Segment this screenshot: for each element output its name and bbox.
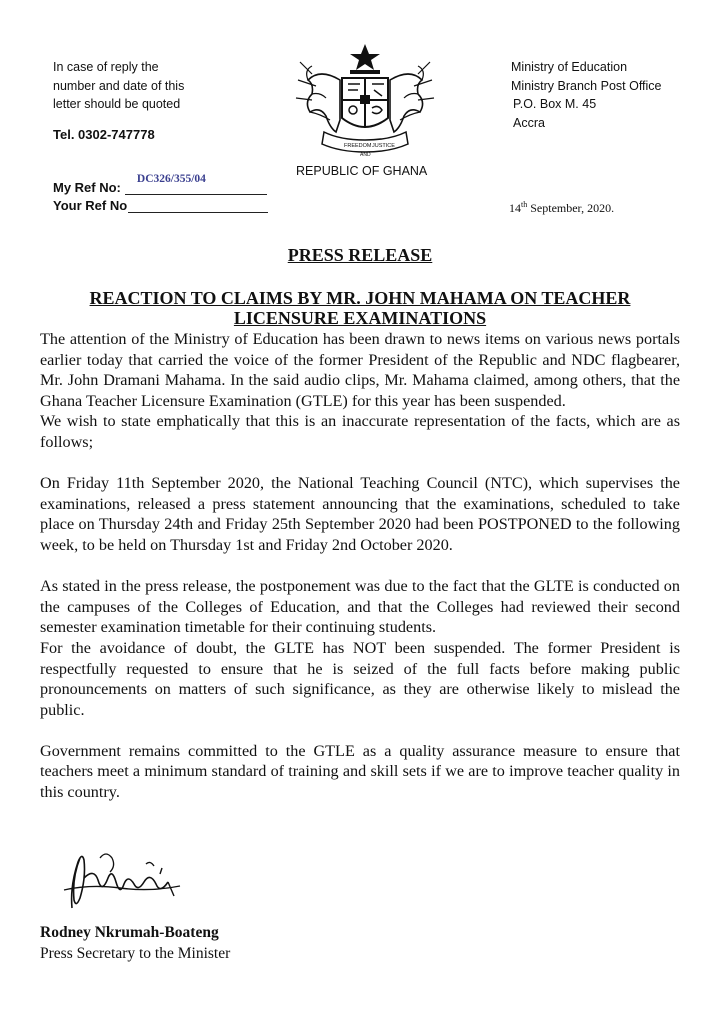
address-line: Accra [513,115,545,130]
paragraph: For the avoidance of doubt, the GLTE has NOT been suspended. The former President is respectfully requested to ensure that he is seized of the full facts before making public pronouncements on matters of such significance, as they are otherwise likely to mislead the public. [40,638,680,719]
paragraph: We wish to state emphatically that this is an inaccurate representation of the facts, which are as follows; [40,412,680,451]
my-ref-line [125,173,267,195]
signature-icon [50,838,190,918]
reply-instructions-line: number and date of this [53,78,185,93]
coat-of-arms-icon [290,40,440,160]
release-body [40,329,680,803]
paragraph: Government remains committed to the GTLE as a quality assurance measure to ensure that teachers meet a minimum standard of training and skill sets if we are to improve teacher quality in this country. [40,741,680,802]
your-ref-label: Your Ref No [53,198,128,213]
my-ref-row [53,173,267,195]
my-ref-label: My Ref No: [53,180,121,195]
my-ref-value: DC326/355/04 [136,173,206,185]
your-ref-line [128,198,268,213]
signatory-title: Press Secretary to the Minister [40,945,231,962]
paragraph: As stated in the press release, the postponement was due to the fact that the GLTE is conducted on the campuses of the Colleges of Education, and that the Colleges had reviewed their second semester examination timetable for their continuing students. [40,577,680,637]
paragraph: On Friday 11th September 2020, the National Teaching Council (NTC), which supervises the examinations, released a press statement announcing that the examinations, scheduled to take place on Thursday 24th and Friday 25th September 2020 had been POSTPONED to the following week, to be held on Thursday 1st and Friday 2nd October 2020. [40,474,680,554]
letter-date: 14th September, 2020. [509,200,615,215]
headline-line: REACTION TO CLAIMS BY MR. JOHN MAHAMA ON TEACHER [89,288,631,308]
crest-motto-1: FREEDOM [344,143,372,149]
crest-motto-2: AND [360,152,371,158]
ministry-address [511,58,662,132]
reply-instructions-line: In case of reply the [53,60,159,74]
address-line: P.O. Box M. 45 [513,97,597,111]
address-line: Ministry of Education [511,60,628,74]
reply-instructions [53,58,184,114]
your-ref-row [53,198,268,213]
address-line: Ministry Branch Post Office [511,78,662,93]
paragraph: The attention of the Ministry of Education has been drawn to news items on various news portals earlier today that carried the voice of the former President of the Republic and NDC flagbearer, Mr. John Dramani Mahama. In the said audio clips, Mr. Mahama claimed, among others, that the Ghana Teacher Licensure Examination (GTLE) for this year has been suspended. [40,330,680,410]
republic-of-ghana: REPUBLIC OF GHANA [296,164,428,178]
press-release-title: PRESS RELEASE [287,245,433,265]
headline-line: LICENSURE EXAMINATIONS [233,308,487,328]
signatory-name: Rodney Nkrumah-Boateng [40,924,219,941]
headline [40,288,680,328]
reply-instructions-line: letter should be quoted [53,97,181,111]
crest-motto-3: JUSTICE [372,143,395,149]
telephone: Tel. 0302-747778 [53,127,155,142]
